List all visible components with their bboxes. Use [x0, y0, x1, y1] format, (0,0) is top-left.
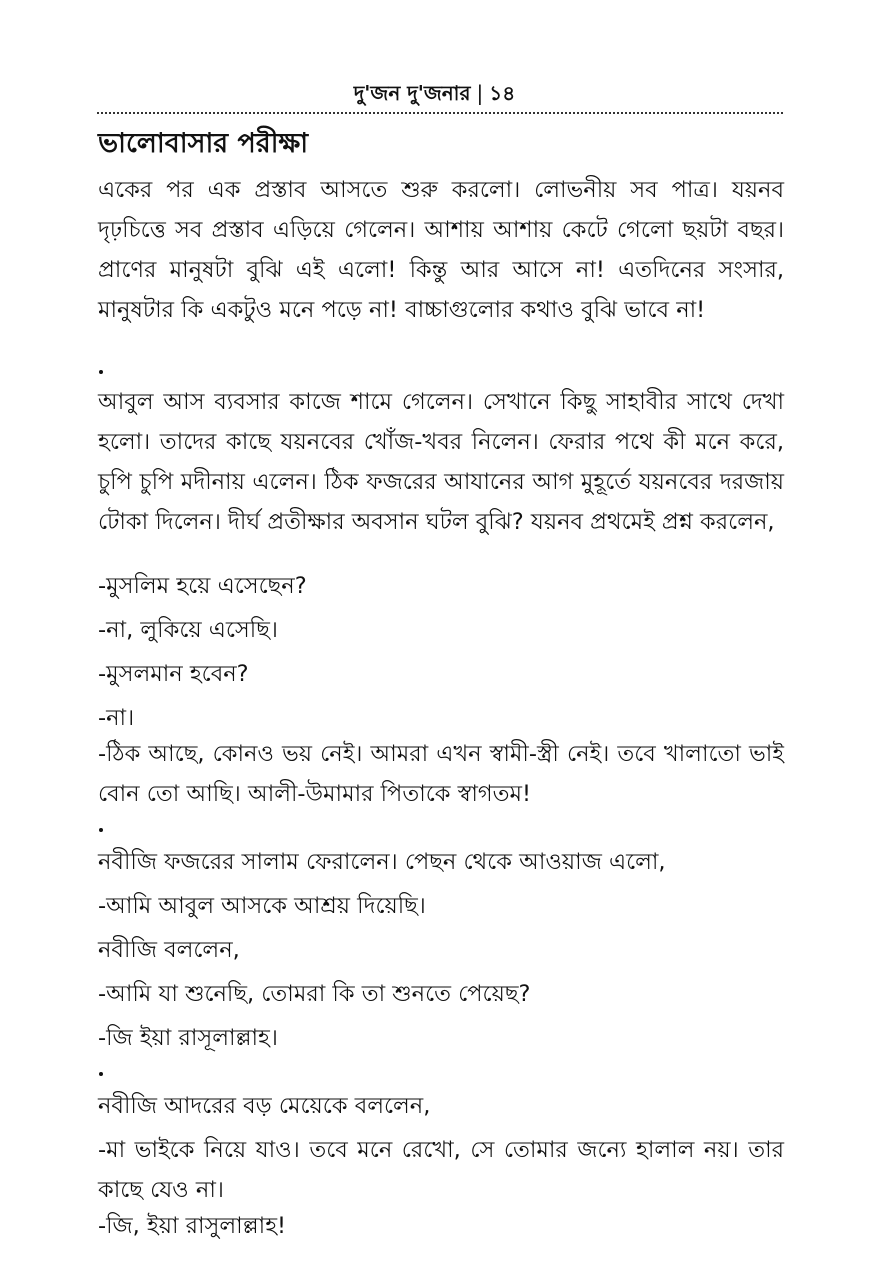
paragraph-4: -মা ভাইকে নিয়ে যাও। তবে মনে রেখো, সে তোমার জন্যে হালাল নয়। তার কাছে যেও না।: [98, 1137, 784, 1203]
running-title: দু'জন দু'জনার: [353, 81, 471, 105]
narration-line: নবীজি আদরের বড় মেয়েকে বললেন,: [98, 1093, 431, 1119]
narration-line: নবীজি বললেন,: [98, 937, 240, 963]
dialogue-line: -না, লুকিয়ে এসেছি।: [98, 617, 278, 643]
paragraph-3: -ঠিক আছে, কোনও ভয় নেই। আমরা এখন স্বামী-স্ত্রী নেই। তবে খালাতো ভাই বোন তো আছি। আলী-উমামার পিতাকে স্বাগতম!: [98, 741, 784, 807]
dialogue-line: -মুসলিম হয়ে এসেছেন?: [98, 573, 307, 599]
section-title: ভালোবাসার পরীক্ষা: [98, 128, 309, 159]
header-dotted-rule: [97, 112, 783, 114]
dialogue-line: -মুসলমান হবেন?: [98, 661, 249, 687]
section-break-dot: [99, 828, 103, 832]
dialogue-line: -না।: [98, 705, 135, 731]
section-break-dot: [99, 1072, 103, 1076]
page-number: ১৪: [489, 81, 516, 105]
narration-line: নবীজি ফজরের সালাম ফেরালেন। পেছন থেকে আওয়াজ এলো,: [98, 849, 666, 875]
paragraph-1: একের পর এক প্রস্তাব আসতে শুরু করলো। লোভনীয় সব পাত্র। যয়নব দৃঢ়চিত্তে সব প্রস্তাব এড়িয়ে গেলেন। আশায় আশায় কেটে গেলো ছয়টা বছর। প্রাণের মানুষটা বুঝি এই এলো! কিন্তু আর আসে না! এতদিনের সংসার, মানুষটার কি একটুও মনে পড়ে না! বাচ্চাগুলোর কথাও বুঝি ভাবে না!: [98, 177, 784, 323]
dialogue-line: -আমি যা শুনেছি, তোমরা কি তা শুনতে পেয়েছ?: [98, 981, 531, 1007]
section-break-dot: [99, 370, 103, 374]
dialogue-line: -আমি আবুল আসকে আশ্রয় দিয়েছি।: [98, 893, 426, 919]
dialogue-line: -জি, ইয়া রাসুলাল্লাহ!: [98, 1213, 287, 1239]
paragraph-2: আবুল আস ব্যবসার কাজে শামে গেলেন। সেখানে কিছু সাহাবীর সাথে দেখা হলো। তাদের কাছে যয়নবের খোঁজ-খবর নিলেন। ফেরার পথে কী মনে করে, চুপি চুপি মদীনায় এলেন। ঠিক ফজরের আযানের আগ মুহূর্তে যয়নবের দরজায় টোকা দিলেন। দীর্ঘ প্রতীক্ষার অবসান ঘটল বুঝি? যয়নব প্রথমেই প্রশ্ন করলেন,: [98, 389, 784, 535]
dialogue-line: -জি ইয়া রাসূলাল্লাহ।: [98, 1025, 278, 1051]
running-header: [0, 78, 869, 108]
header-separator: |: [476, 81, 484, 105]
